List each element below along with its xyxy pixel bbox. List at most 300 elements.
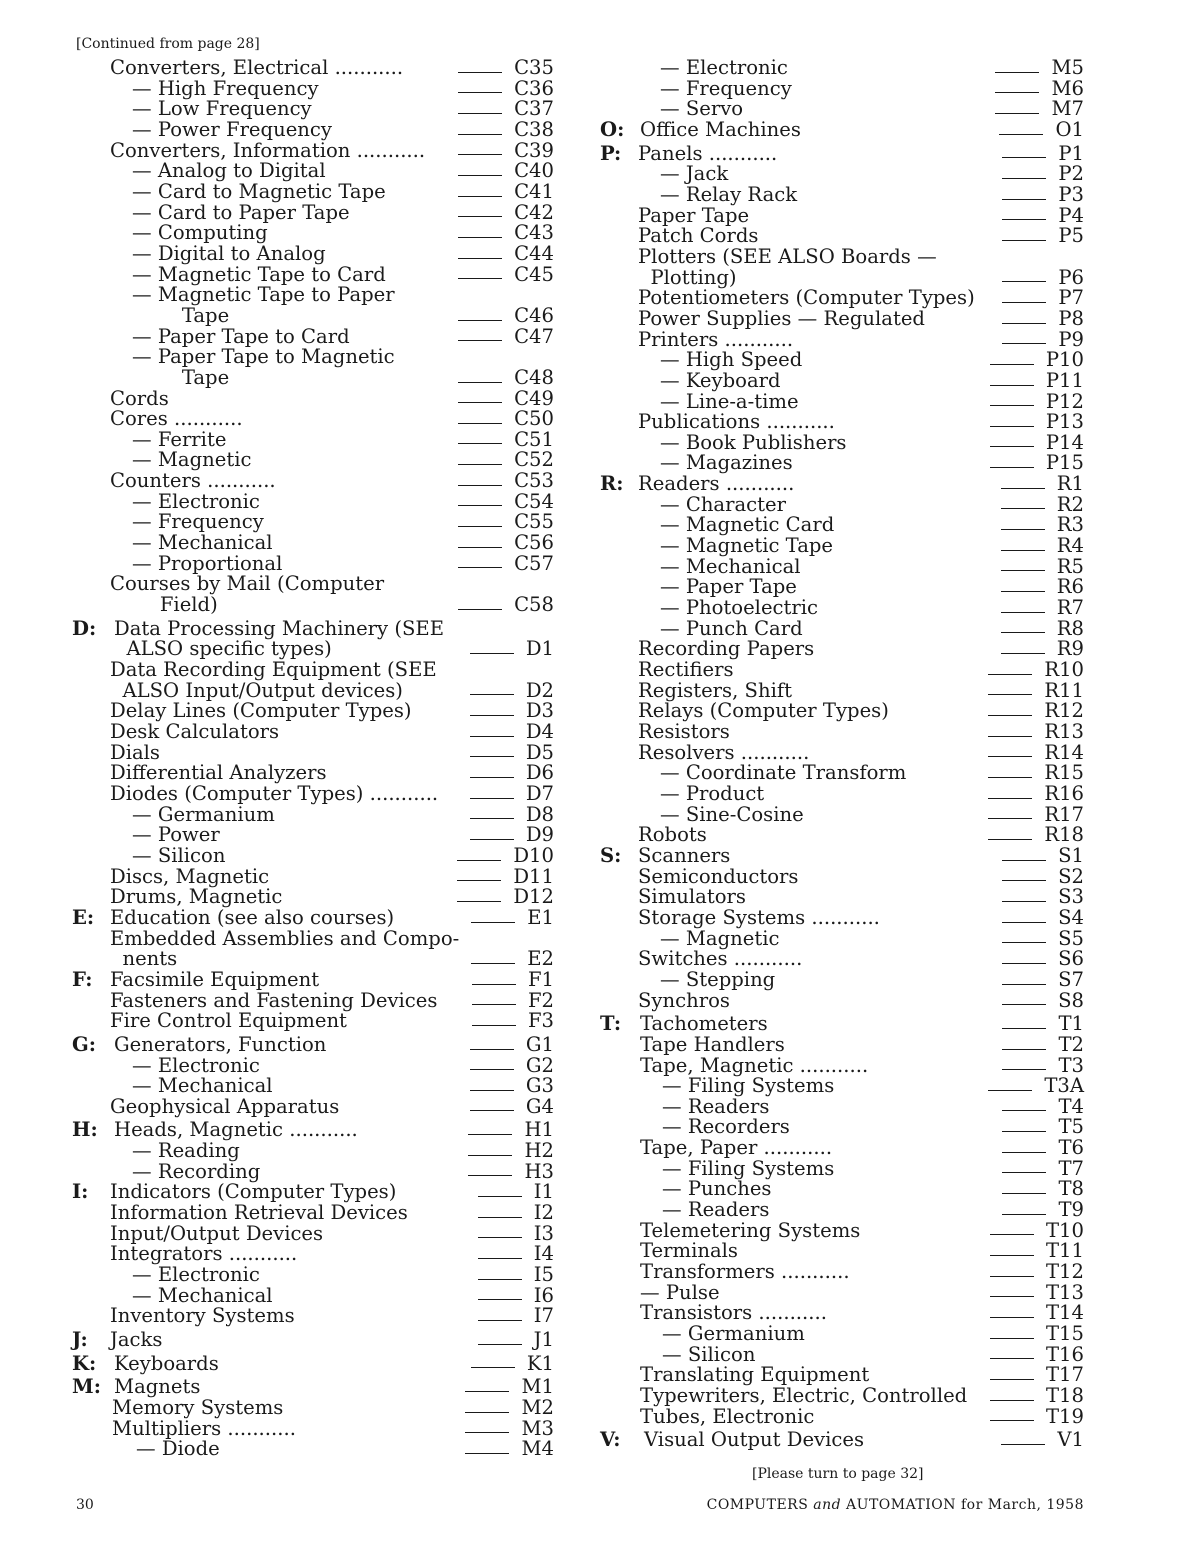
leader-rule [1001,653,1045,654]
entry-label-line: — Magnetic Tape to Card [132,262,386,286]
entry-label [600,288,1088,309]
leader-rule [470,1049,514,1050]
index-entry [600,843,1088,867]
index-entry [600,1218,1088,1242]
entry-label [600,430,1088,454]
entry-label [600,1076,1088,1097]
entry-label [72,138,558,162]
index-entry [600,926,1088,950]
leader-rule [478,1258,522,1259]
entry-label-line: — Mechanical [132,1074,273,1098]
entry-label-line: Power Supplies — Regulated [638,306,925,330]
entry-label-line: — Filing Systems [662,1156,835,1180]
entry-code: V1 [1057,1428,1084,1452]
leader-rule [470,777,514,778]
index-entry [600,1094,1088,1118]
entry-label [600,306,1088,330]
index-entry [72,988,558,1012]
leader-rule [470,1110,514,1111]
entry-code: D6 [525,761,554,785]
entry-code: P9 [1058,327,1084,351]
index-entry [600,1076,1088,1097]
entry-code: C36 [514,76,554,100]
entry-code: R17 [1044,802,1084,826]
leader-rule [1001,612,1045,613]
entry-label [600,58,1088,79]
entry-code: R16 [1044,781,1084,805]
entry-label [600,949,1088,970]
entry-label-line: Transistors ........... [640,1301,827,1325]
entry-code: G3 [525,1074,554,1098]
entry-code: M3 [521,1416,554,1440]
entry-label-line: Office Machines [640,117,801,141]
entry-code: R6 [1056,575,1084,599]
leader-rule [990,1379,1034,1380]
entry-label-line: — Punches [662,1177,772,1201]
continue-to-note: [Please turn to page 32] [752,1466,924,1482]
index-entry [600,306,1088,330]
entry-label-line: — Computing [132,221,268,245]
entry-label-line: Discs, Magnetic [110,864,270,888]
entry-code: R7 [1056,596,1084,620]
entry-label-line: Embedded Assemblies and Compo- [110,926,460,950]
entry-code: I5 [533,1263,554,1287]
entry-label [600,1365,1088,1386]
leader-rule [470,653,514,654]
entry-label-line: Cords [110,386,169,410]
entry-label [600,577,1088,598]
entry-label [72,409,558,430]
index-entry [72,1141,558,1162]
entry-code: I4 [533,1242,554,1266]
entry-code: J1 [533,1328,554,1352]
index-entry [72,1120,558,1141]
entry-code: P2 [1058,162,1084,186]
leader-rule [457,860,501,861]
leader-rule [990,1338,1034,1339]
entry-label-line: Plotting) [638,265,737,289]
entry-code: P3 [1058,182,1084,206]
entry-label-line: Robots [638,823,707,847]
index-entry [72,1159,558,1183]
leader-rule [458,175,502,176]
entry-label-line: Synchros [638,988,730,1012]
index-entry [72,887,558,908]
index-entry [600,164,1088,185]
continued-from-note: [Continued from page 28] [76,36,260,52]
entry-label [600,164,1088,185]
index-entry [600,536,1088,557]
index-entry [72,1306,558,1327]
leader-rule [1002,1028,1046,1029]
entry-label [72,1244,558,1265]
index-entry [600,327,1088,351]
entry-label [72,76,558,100]
entry-label-line: Jacks [110,1328,163,1352]
index-entry [72,802,558,826]
leader-rule [472,984,516,985]
entry-label-line: Converters, Electrical ........... [110,56,404,79]
entry-code: I1 [533,1180,554,1204]
section-letter: E: [72,905,95,929]
entry-label-line: — Relay Rack [660,182,798,206]
index-entry [72,926,558,971]
entry-label [600,616,1088,640]
leader-rule [458,547,502,548]
index-entry [72,616,558,661]
entry-label [600,1053,1088,1077]
entry-label-line: — Card to Magnetic Tape [132,179,386,203]
section-letter: S: [600,843,622,867]
leader-rule [458,526,502,527]
index-entry [72,1221,558,1245]
entry-code: R13 [1044,720,1084,743]
entry-label [600,117,1088,141]
section-letter: J: [72,1328,88,1352]
entry-label [72,117,558,141]
entry-code: G4 [525,1094,554,1118]
index-entry [72,574,558,615]
entry-code: H2 [524,1139,554,1163]
leader-rule [1002,343,1046,344]
entry-label-line: Switches ........... [638,947,803,971]
entry-label-line: — Photoelectric [660,596,819,620]
leader-rule [990,1234,1034,1235]
entry-code: M1 [521,1375,554,1399]
entry-label-line: Registers, Shift [638,678,792,702]
entry-code: C47 [514,324,554,348]
index-entry [72,76,558,100]
entry-label-line: Plotters (SEE ALSO Boards — [638,244,937,268]
entry-label-line: Publications ........... [638,410,835,434]
entry-label-line: Courses by Mail (Computer [110,572,385,596]
entry-label-line: Printers ........... [638,327,794,351]
entry-label-line: Tape, Magnetic ........... [640,1053,869,1077]
entry-label [600,327,1088,351]
entry-code: T13 [1045,1280,1084,1304]
leader-rule [988,674,1032,675]
leader-rule [478,1344,522,1345]
entry-label-line: — Paper Tape to Card [132,324,350,348]
entry-label [600,1430,1088,1451]
index-entry [600,412,1088,433]
index-entry [72,1182,558,1203]
entry-code: D1 [525,637,554,661]
entry-label-line: Fire Control Equipment [110,1009,347,1033]
entry-label [72,1439,558,1460]
entry-code: C56 [514,531,554,555]
publication-name-and: and [813,1497,842,1513]
entry-code: T17 [1045,1363,1084,1387]
index-entry [600,825,1088,846]
entry-code: H3 [524,1159,554,1183]
leader-rule [458,134,502,135]
index-entry [72,1283,558,1307]
leader-rule [1001,632,1045,633]
entry-label [72,988,558,1012]
entry-code: F1 [527,967,554,991]
section-letter: I: [72,1180,89,1204]
entry-label-line: Heads, Magnetic ........... [114,1118,358,1142]
index-entry [72,200,558,224]
entry-code: R2 [1056,492,1084,516]
index-entry [600,453,1088,474]
index-entry [600,1156,1088,1180]
entry-label [72,887,558,908]
entry-label-line: — Low Frequency [132,97,312,121]
entry-label [600,1014,1088,1035]
entry-label [72,427,558,451]
entry-code: R5 [1056,554,1084,578]
entry-label-line: — Punch Card [660,616,803,640]
leader-rule [988,1090,1032,1091]
leader-rule [457,880,501,881]
entry-label-line: — Diode [136,1437,220,1461]
leader-rule [472,1025,516,1026]
entry-code: C46 [514,303,554,327]
entry-label-line: Tachometers [640,1012,768,1036]
entry-label [600,802,1088,826]
index-entry [600,802,1088,826]
index-entry [600,492,1088,516]
index-column-right [600,58,1088,1451]
leader-rule [471,1367,515,1368]
entry-code: S1 [1058,843,1084,867]
leader-rule [465,1432,509,1433]
entry-label [72,1076,558,1097]
leader-rule [478,1217,522,1218]
entry-label-line: — Electronic [132,489,260,513]
entry-label-line: Converters, Information ........... [110,138,426,162]
entry-label-line: Data Recording Equipment (SEE [110,658,437,682]
entry-label [600,350,1088,371]
leader-rule [1001,591,1045,592]
entry-code: M6 [1051,76,1084,100]
entry-label-line: Fasteners and Fastening Devices [110,988,438,1012]
leader-rule [458,340,502,341]
index-entry [72,285,558,326]
entry-code: M7 [1051,97,1084,121]
entry-label-line: Tape [132,365,230,389]
entry-code: S3 [1058,885,1084,909]
entry-label-line: Diodes (Computer Types) ........... [110,781,439,805]
leader-rule [990,1296,1034,1297]
entry-code: S6 [1058,947,1084,971]
leader-rule [990,1276,1034,1277]
entry-label [600,678,1088,702]
entry-label-line: — Character [660,492,786,516]
index-entry [600,949,1088,970]
entry-code: C41 [514,179,554,203]
index-entry [72,722,558,743]
index-entry [600,288,1088,309]
leader-rule [990,1420,1034,1421]
entry-label [600,781,1088,805]
entry-label-line: Resistors [638,720,730,743]
leader-rule [988,756,1032,757]
publication-footer [707,1497,1084,1513]
publication-name-pre: COMPUTERS [706,1497,814,1513]
entry-code: M4 [521,1437,554,1461]
entry-code: C44 [514,241,554,265]
index-entry [72,1053,558,1077]
entry-label-line: — Book Publishers [660,430,847,454]
leader-rule [1001,488,1045,489]
entry-label-line: Tape [132,303,230,327]
entry-code: I6 [533,1283,554,1307]
leader-rule [990,467,1034,468]
leader-rule [470,818,514,819]
entry-label-line: — Keyboard [660,368,781,392]
entry-code: C53 [514,469,554,493]
entry-label-line: — Analog to Digital [132,159,326,183]
entry-code: R9 [1056,637,1084,661]
entry-label-line: Patch Cords [638,224,759,248]
entry-label-line: Delay Lines (Computer Types) [110,699,412,723]
entry-code: P12 [1045,389,1084,413]
entry-label [72,1203,558,1224]
leader-rule [1002,323,1046,324]
index-entry [72,241,558,265]
leader-rule [458,609,502,610]
entry-code: T12 [1045,1260,1084,1284]
entry-code: I7 [533,1304,554,1328]
entry-label [600,1303,1088,1324]
entry-label-line: Field) [110,593,218,617]
section-letter: F: [72,967,93,991]
entry-label-line: Paper Tape [638,203,750,227]
leader-rule [999,134,1043,135]
index-entry [72,99,558,120]
leader-rule [470,694,514,695]
entry-label [72,864,558,888]
entry-label [72,1265,558,1286]
index-entry [600,967,1088,991]
entry-code: D5 [525,740,554,764]
index-entry [72,1265,558,1286]
entry-code: M2 [521,1396,554,1419]
entry-code: R12 [1044,699,1084,723]
leader-rule [1002,1069,1046,1070]
leader-rule [458,72,502,73]
leader-rule [990,405,1034,406]
entry-label-line: Facsimile Equipment [110,967,320,991]
entry-label-line: — Mechanical [132,1283,273,1307]
entry-code: D8 [525,802,554,826]
entry-label-line: — Card to Paper Tape [132,200,350,224]
section-letter: R: [600,472,624,496]
section-letter: M: [72,1375,101,1399]
entry-label-line: — Sine-Cosine [660,802,804,826]
index-entry [72,1439,558,1460]
entry-label-line: — Jack [660,162,729,186]
index-entry [600,864,1088,888]
entry-label-line: — Magnetic Card [660,513,835,537]
entry-label [600,515,1088,536]
entry-label [72,1182,558,1203]
entry-code: E1 [527,905,554,929]
entry-label [72,967,558,991]
entry-code: T9 [1058,1198,1084,1222]
leader-rule [458,216,502,217]
entry-label [600,1156,1088,1180]
entry-label-line: Magnets [114,1375,201,1399]
entry-code: T10 [1045,1218,1084,1242]
leader-rule [1001,508,1045,509]
index-entry [72,223,558,244]
leader-rule [458,92,502,93]
index-entry [600,639,1088,660]
leader-rule [1002,199,1046,200]
leader-rule [1001,529,1045,530]
leader-rule [990,446,1034,447]
index-entry [600,598,1088,619]
index-column-left [72,58,558,1460]
entry-code: T5 [1058,1115,1084,1139]
index-entry [72,551,558,575]
entry-label [600,182,1088,206]
index-entry [72,58,558,79]
leader-rule [1002,1131,1046,1132]
entry-label-line: — Paper Tape [660,575,797,599]
entry-code: C57 [514,551,554,575]
entry-label [72,1351,558,1375]
entry-label [72,740,558,764]
index-entry [600,141,1088,165]
leader-rule [470,715,514,716]
entry-label-line: Keyboards [114,1351,219,1375]
leader-rule [468,1155,512,1156]
entry-label-line: Typewriters, Electric, Controlled [640,1384,968,1407]
entry-code: S5 [1058,926,1084,950]
leader-rule [470,756,514,757]
entry-label [600,701,1088,722]
entry-code: R18 [1044,823,1084,847]
entry-label [72,701,558,722]
entry-code: T19 [1045,1404,1084,1428]
entry-label [72,1398,558,1419]
index-entry [72,967,558,991]
index-entry [600,616,1088,640]
index-entry [600,577,1088,598]
entry-label-line: Terminals [640,1239,738,1263]
entry-code: T1 [1058,1012,1084,1036]
index-entry [600,474,1088,495]
entry-label-line: — Filing Systems [662,1074,835,1098]
entry-code: T4 [1058,1094,1084,1118]
entry-label [600,76,1088,100]
index-entry [600,988,1088,1012]
leader-rule [1002,157,1046,158]
index-entry [600,1117,1088,1138]
index-entry [600,1179,1088,1200]
entry-label-line: — Magnetic Tape [660,534,834,558]
entry-label-line: Differential Analyzers [110,761,327,785]
entry-label-line: Transformers ........... [640,1260,850,1284]
entry-label [72,1141,558,1162]
entry-code: P5 [1058,224,1084,248]
leader-rule [988,839,1032,840]
section-letter: T: [600,1012,622,1036]
entry-code: D2 [525,678,554,702]
entry-code: C38 [514,117,554,141]
entry-label-line: Indicators (Computer Types) [110,1180,397,1204]
index-entry [72,740,558,764]
index-entry [72,781,558,805]
entry-label-line: — Electronic [660,56,788,79]
entry-label [600,1138,1088,1159]
entry-label [600,1324,1088,1345]
